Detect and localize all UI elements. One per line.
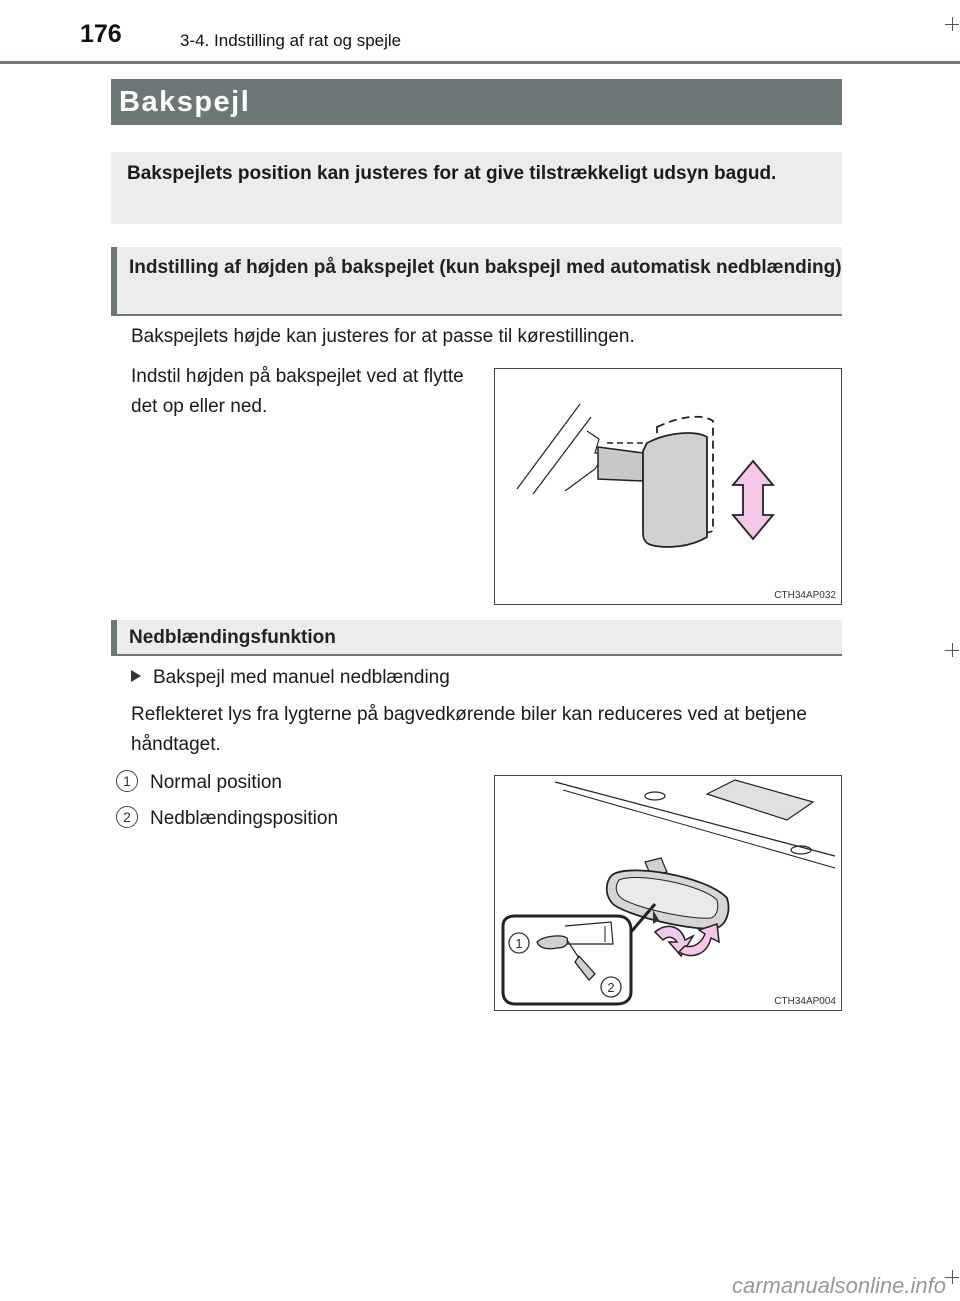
figure-mirror-height <box>494 368 842 605</box>
bullet-manual-dimming <box>131 663 450 693</box>
item-number-badge: 2 <box>116 806 138 828</box>
section-heading-height-adjust: Indstilling af højden på bakspejlet (kun bakspejl med automatisk nedblænding) <box>111 247 842 316</box>
callout-number: 1 <box>515 936 523 951</box>
chapter-title: 3-4. Indstilling af rat og spejle <box>180 31 402 50</box>
figure-code: CTH34AP004 <box>774 996 836 1007</box>
height-adjust-instruction: Indstil højden på bakspejlet ved at flytte det op eller ned. <box>131 366 464 417</box>
page-number: 176 <box>80 20 122 48</box>
item-label: Nedblændingsposition <box>150 808 339 829</box>
intro-box: Bakspejlets position kan justeres for at give tilstrækkeligt udsyn bagud. <box>111 152 842 224</box>
list-item <box>116 804 338 834</box>
item-label: Normal position <box>150 772 282 793</box>
trim-mark <box>952 17 953 31</box>
page-title: Bakspejl <box>111 79 842 125</box>
bullet-text: Bakspejl med manuel nedblænding <box>153 667 450 688</box>
list-item <box>116 768 282 798</box>
watermark: carmanualsonline.info <box>731 1273 946 1298</box>
height-adjust-text: Bakspejlets højde kan justeres for at passe til kørestillingen. <box>131 326 635 347</box>
callout-number: 2 <box>607 980 615 995</box>
trim-mark <box>952 1270 953 1284</box>
figure-manual-dimming <box>494 775 842 1011</box>
trim-mark <box>952 643 953 657</box>
figure-code: CTH34AP032 <box>774 590 836 601</box>
dimming-description: Reflekteret lys fra lygterne på bagvedkørende biler kan reduceres ved at betjene håndtaget. <box>131 704 807 755</box>
mirror-dimming-illustration <box>495 776 841 1010</box>
mirror-height-illustration <box>495 369 841 604</box>
header-rule <box>0 61 960 64</box>
bullet-triangle-icon <box>131 670 141 682</box>
section-heading-dimming: Nedblændingsfunktion <box>111 620 842 656</box>
item-number-badge: 1 <box>116 770 138 792</box>
